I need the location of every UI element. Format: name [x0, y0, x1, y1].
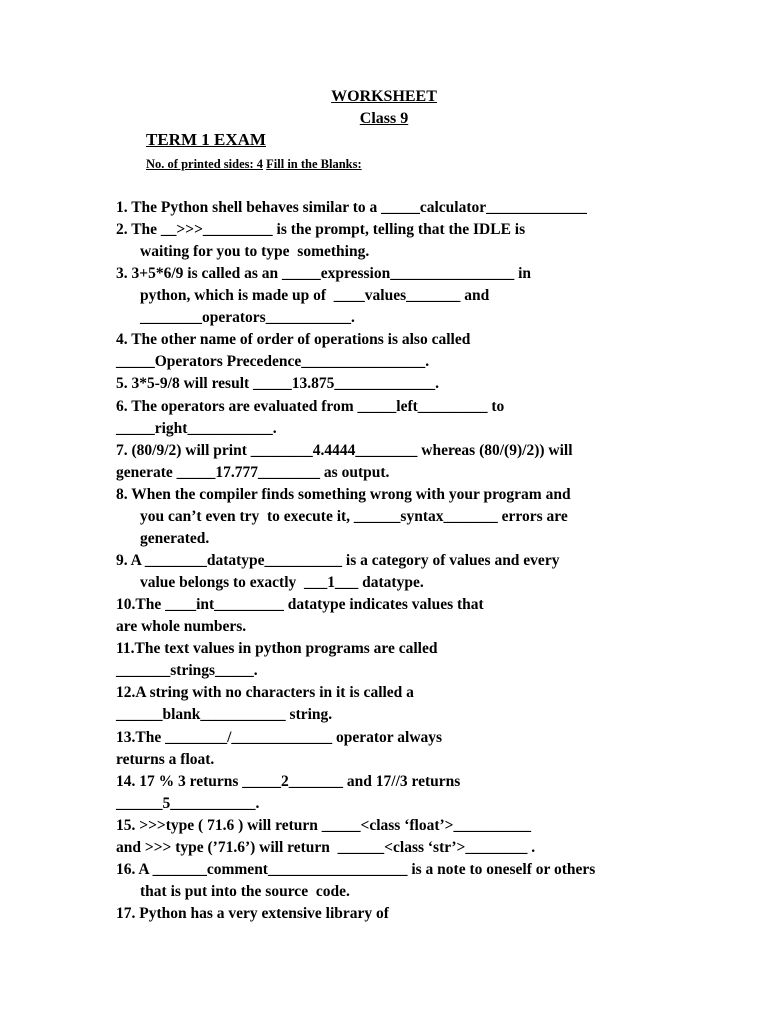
class-label: Class 9	[359, 110, 409, 127]
question-line: 3. 3+5*6/9 is called as an _____expression________________ in	[116, 265, 532, 282]
question-line: and >>> type (’71.6’) will return ______<class ‘str’>________ .	[116, 839, 536, 856]
question-line: 16. A _______comment__________________ is a note to oneself or others	[116, 861, 596, 878]
question-line: _____right___________.	[116, 420, 277, 437]
question-line: 6. The operators are evaluated from _____left_________ to	[116, 398, 505, 415]
question-line: 17. Python has a very extensive library of	[116, 905, 389, 922]
question-line: value belongs to exactly ___1___ datatype.	[140, 574, 424, 591]
question-line: ______blank___________ string.	[116, 706, 333, 723]
question-line: 8. When the compiler finds something wrong with your program and	[116, 486, 571, 503]
question-line: ______5___________.	[116, 795, 260, 812]
question-line: 10.The ____int_________ datatype indicates values that	[116, 596, 484, 613]
printed-sides-label: No. of printed sides: 4	[146, 157, 264, 171]
question-line: generated.	[140, 530, 210, 547]
question-line: returns a float.	[116, 751, 215, 768]
question-line: you can’t even try to execute it, ______syntax_______ errors are	[140, 508, 568, 525]
question-line: 13.The ________/_____________ operator always	[116, 729, 443, 746]
question-line: _______strings_____.	[116, 662, 258, 679]
question-line: 4. The other name of order of operations is also called	[116, 331, 471, 348]
question-line: 2. The __>>>_________ is the prompt, telling that the IDLE is	[116, 221, 526, 238]
question-line: 14. 17 % 3 returns _____2_______ and 17//3 returns	[116, 773, 461, 790]
question-line: that is put into the source code.	[140, 883, 350, 900]
question-line: 15. >>>type ( 71.6 ) will return _____<class ‘float’>__________	[116, 817, 531, 834]
section-label: Fill in the Blanks:	[266, 157, 362, 171]
term-heading: TERM 1 EXAM	[146, 130, 266, 149]
question-line: python, which is made up of ____values_______ and	[140, 287, 490, 304]
question-line: 1. The Python shell behaves similar to a _____calculator_____________	[116, 199, 587, 216]
question-line: 5. 3*5-9/8 will result _____13.875_____________.	[116, 375, 440, 392]
question-line: 9. A ________datatype__________ is a category of values and every	[116, 552, 560, 569]
question-line: ________operators___________.	[140, 309, 355, 326]
worksheet-title: WORKSHEET	[331, 88, 437, 105]
question-line: 11.The text values in python programs are called	[116, 640, 438, 657]
question-line: waiting for you to type something.	[140, 243, 370, 260]
question-line: generate _____17.777________ as output.	[116, 464, 390, 481]
subheading	[146, 157, 362, 172]
question-line: 7. (80/9/2) will print ________4.4444________ whereas (80/(9)/2)) will	[116, 442, 573, 459]
question-line: are whole numbers.	[116, 618, 247, 635]
question-line: 12.A string with no characters in it is called a	[116, 684, 414, 701]
question-line: _____Operators Precedence________________.	[116, 353, 430, 370]
